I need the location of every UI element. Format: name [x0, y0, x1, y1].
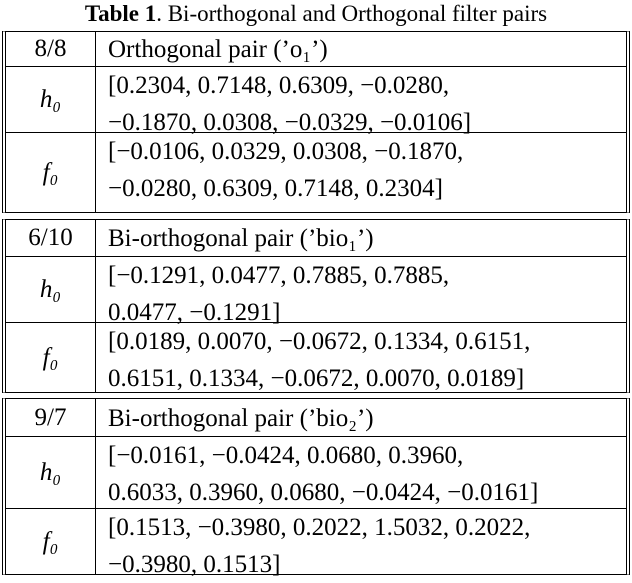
f0-label: f₀ — [42, 527, 59, 555]
h0-coefficients-cell — [96, 437, 626, 508]
table-header-row — [6, 220, 626, 256]
filter-table-biorthogonal-1 — [2, 219, 630, 393]
f0-label-cell — [6, 509, 96, 574]
h0-coefficients-cell — [96, 257, 626, 326]
filter-size-cell: 8/8 — [6, 32, 96, 66]
f0-coefficients-cell — [96, 133, 626, 212]
f0-coefficients-cell — [96, 509, 626, 578]
f0-coefficients-line-2: −0.0280, 0.6309, 0.7148, 0.2304] — [108, 175, 443, 202]
f0-coefficients-line-2: 0.6151, 0.1334, −0.0672, 0.0070, 0.0189] — [108, 365, 525, 392]
h0-coefficients-line-2: 0.6033, 0.3960, 0.0680, −0.0424, −0.0161] — [108, 479, 539, 506]
h0-label: h₀ — [39, 275, 62, 303]
h0-coefficients-line-2: 0.0477, −0.1291] — [108, 299, 281, 326]
table-row-h0 — [6, 436, 626, 508]
table-row-f0 — [6, 508, 626, 578]
table-caption — [0, 0, 632, 28]
f0-coefficients-line-1: [0.0189, 0.0070, −0.0672, 0.1334, 0.6151, — [108, 328, 531, 355]
filter-table-orthogonal — [2, 31, 630, 213]
f0-coefficients-line-2: −0.3980, 0.1513] — [108, 551, 281, 578]
h0-label-cell — [6, 67, 96, 132]
h0-coefficients-cell — [96, 67, 626, 136]
table-row-f0 — [6, 322, 626, 392]
f0-label: f₀ — [42, 158, 59, 186]
h0-label: h₀ — [39, 85, 62, 113]
h0-coefficients-line-1: [0.2304, 0.7148, 0.6309, −0.0280, — [108, 72, 450, 99]
table-row-f0 — [6, 132, 626, 212]
h0-label: h₀ — [39, 458, 62, 486]
filter-size-cell: 6/10 — [6, 220, 96, 256]
h0-coefficients-line-2: −0.1870, 0.0308, −0.0329, −0.0106] — [108, 109, 472, 136]
table-row-h0 — [6, 256, 626, 326]
h0-label-cell — [6, 437, 96, 508]
pair-name-cell: Bi-orthogonal pair (’bio₂’) — [108, 405, 374, 432]
h0-coefficients-line-1: [−0.1291, 0.0477, 0.7885, 0.7885, — [108, 262, 450, 289]
caption-label: Table 1 — [84, 1, 157, 26]
filter-size-cell: 9/7 — [6, 399, 96, 436]
table-row-h0 — [6, 66, 626, 136]
f0-label: f₀ — [42, 343, 59, 371]
f0-label-cell — [6, 133, 96, 212]
pair-name-cell: Orthogonal pair (’o₁’) — [108, 36, 328, 63]
f0-coefficients-line-1: [−0.0106, 0.0329, 0.0308, −0.1870, — [108, 138, 464, 165]
f0-coefficients-cell — [96, 323, 626, 392]
caption-text: . Bi-orthogonal and Orthogonal filter pairs — [156, 1, 548, 26]
table-header-row — [6, 399, 626, 436]
h0-coefficients-line-1: [−0.0161, −0.0424, 0.0680, 0.3960, — [108, 442, 464, 469]
f0-coefficients-line-1: [0.1513, −0.3980, 0.2022, 1.5032, 0.2022, — [108, 514, 531, 541]
table-header-row — [6, 32, 626, 66]
pair-name-cell: Bi-orthogonal pair (’bio₁’) — [108, 225, 374, 252]
f0-label-cell — [6, 323, 96, 392]
filter-table-biorthogonal-2 — [2, 398, 630, 578]
h0-label-cell — [6, 257, 96, 322]
